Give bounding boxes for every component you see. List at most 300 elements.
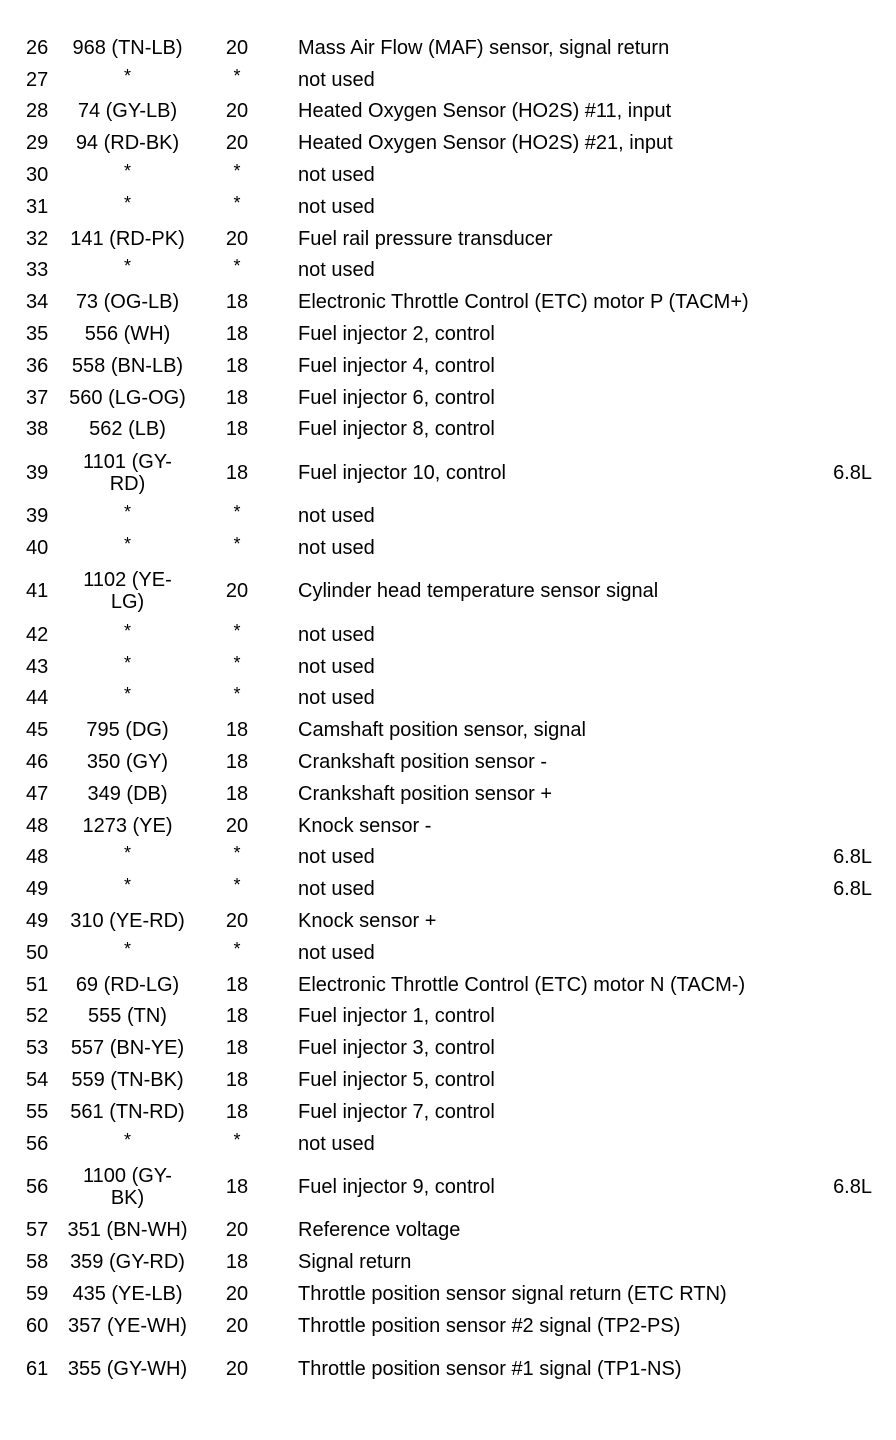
circuit-color-cell <box>76 746 189 778</box>
wire-gauge-cell <box>189 32 295 64</box>
pin-number-cell <box>0 1278 76 1310</box>
wire-gauge-cell <box>189 286 295 318</box>
wire-gauge: 18 <box>225 973 249 996</box>
pin-number: 42 <box>26 623 49 646</box>
engine-note <box>872 656 896 678</box>
engine-note <box>872 624 896 646</box>
pin-number-cell <box>0 1342 76 1397</box>
engine-note <box>872 687 896 709</box>
wire-gauge-cell <box>189 1342 295 1397</box>
pin-number: 56 <box>26 1176 49 1198</box>
circuit-description: not used <box>298 537 375 560</box>
circuit-description-cell <box>295 1001 826 1033</box>
wire-gauge-cell <box>189 64 295 96</box>
circuit-color-cell <box>76 619 189 651</box>
pin-number: 28 <box>26 100 49 123</box>
circuit-color: * <box>123 684 131 705</box>
wire-gauge: 18 <box>225 751 249 774</box>
wire-gauge-cell <box>189 191 295 223</box>
circuit-description-cell <box>295 414 826 446</box>
circuit-description-cell <box>295 683 826 715</box>
table-row <box>0 1096 896 1128</box>
circuit-color-cell <box>70 1032 189 1064</box>
pin-number: 34 <box>26 291 49 314</box>
circuit-description-cell <box>295 937 826 969</box>
circuit-description: Fuel injector 5, control <box>298 1069 495 1091</box>
wire-gauge-cell <box>189 969 295 1001</box>
engine-note-cell <box>826 746 896 778</box>
table-row <box>0 873 896 905</box>
circuit-color: * <box>123 843 131 864</box>
circuit-color: 435 (YE-LB) <box>72 1282 183 1305</box>
engine-note-cell <box>826 159 896 191</box>
circuit-description: not used <box>298 846 375 869</box>
engine-note-cell <box>826 223 896 255</box>
wire-gauge: * <box>233 938 241 959</box>
pin-number-cell <box>0 842 76 874</box>
circuit-description-cell <box>295 873 826 905</box>
circuit-color-cell <box>70 1096 189 1128</box>
pin-number-cell <box>0 873 76 905</box>
engine-note-cell <box>826 1128 896 1160</box>
wire-gauge: 18 <box>225 1069 249 1091</box>
engine-note-cell <box>826 1342 896 1397</box>
circuit-color-cell <box>72 1278 189 1310</box>
circuit-color-cell <box>76 564 189 619</box>
circuit-color: 73 (OG-LB) <box>75 291 180 314</box>
circuit-description: Fuel injector 4, control <box>298 354 495 377</box>
wire-gauge: 18 <box>225 386 249 409</box>
engine-note-cell <box>826 532 896 564</box>
circuit-description-cell <box>295 842 826 874</box>
circuit-color: 557 (BN-YE) <box>70 1037 185 1060</box>
pin-number-cell <box>0 1032 76 1064</box>
circuit-color-cell <box>69 382 189 414</box>
circuit-color: * <box>123 875 131 896</box>
pin-number-cell <box>0 96 76 128</box>
wire-gauge-cell <box>189 873 295 905</box>
circuit-description-cell <box>295 564 826 619</box>
pin-number-cell <box>0 683 76 715</box>
table-row <box>0 842 896 874</box>
wire-gauge: 20 <box>225 814 249 837</box>
pin-number-cell <box>0 350 76 382</box>
pin-number-cell <box>0 318 76 350</box>
engine-note <box>872 69 896 91</box>
circuit-color: 359 (GY-RD) <box>70 1251 185 1274</box>
pin-number: 41 <box>26 580 49 603</box>
wire-gauge-cell <box>189 1001 295 1033</box>
wire-gauge: 18 <box>225 291 249 314</box>
engine-note-cell <box>826 255 896 287</box>
engine-note <box>872 1005 896 1027</box>
table-row <box>0 1032 896 1064</box>
circuit-description-cell <box>295 1278 826 1310</box>
circuit-color-cell <box>76 842 189 874</box>
engine-note-cell <box>826 619 896 651</box>
circuit-color: 795 (DG) <box>86 719 169 742</box>
engine-note-cell <box>826 1001 896 1033</box>
circuit-color-cell <box>76 127 189 159</box>
circuit-color-cell <box>76 318 189 350</box>
circuit-color: 310 (YE-RD) <box>70 910 185 933</box>
wire-gauge: * <box>233 65 241 86</box>
circuit-description-cell <box>295 64 826 96</box>
wire-gauge: * <box>233 620 241 641</box>
circuit-color: 1101 (GY-RD) <box>83 450 172 495</box>
table-row <box>0 564 896 619</box>
circuit-description-cell <box>295 286 826 318</box>
table-row <box>0 1310 896 1342</box>
circuit-color-cell <box>76 414 189 446</box>
pin-number: 38 <box>26 418 49 441</box>
table-row <box>0 64 896 96</box>
engine-note-cell <box>826 842 896 874</box>
engine-note <box>872 387 896 409</box>
wire-gauge-cell <box>189 1310 295 1342</box>
pin-number: 51 <box>26 973 49 996</box>
pin-number: 31 <box>26 195 49 218</box>
engine-note <box>872 910 896 932</box>
wire-gauge: 18 <box>225 323 249 346</box>
circuit-description-cell <box>295 905 826 937</box>
engine-note-cell <box>826 651 896 683</box>
wire-gauge: 18 <box>225 1251 249 1274</box>
circuit-description: Knock sensor + <box>298 910 437 933</box>
pin-number: 43 <box>26 655 49 678</box>
engine-note-cell <box>826 564 896 619</box>
wire-gauge: 20 <box>225 1219 249 1242</box>
wire-gauge: 18 <box>225 1037 249 1060</box>
engine-note <box>872 1315 896 1337</box>
circuit-color: * <box>123 1129 131 1150</box>
circuit-color-cell <box>76 969 189 1001</box>
table-row <box>0 1246 896 1278</box>
engine-note <box>872 974 896 996</box>
circuit-color-cell <box>76 937 189 969</box>
circuit-color: * <box>123 938 131 959</box>
pin-number-cell <box>0 127 76 159</box>
pin-number: 48 <box>26 814 49 837</box>
table-row <box>0 1215 896 1247</box>
wire-gauge-cell <box>189 159 295 191</box>
circuit-color: * <box>123 161 131 182</box>
wire-gauge-cell <box>189 96 295 128</box>
pin-number: 48 <box>26 846 49 869</box>
engine-note-cell <box>826 382 896 414</box>
pin-number-cell <box>0 1128 76 1160</box>
table-row <box>0 746 896 778</box>
wire-gauge: 20 <box>225 910 249 933</box>
circuit-description-cell <box>295 191 826 223</box>
engine-note <box>872 537 896 559</box>
engine-note <box>872 1358 896 1380</box>
engine-note <box>872 719 896 741</box>
wire-gauge-cell <box>189 778 295 810</box>
table-row <box>0 778 896 810</box>
table-row <box>0 286 896 318</box>
wire-gauge-cell <box>189 350 295 382</box>
circuit-description-cell <box>295 810 826 842</box>
engine-note-cell <box>826 414 896 446</box>
circuit-color-cell <box>76 255 189 287</box>
circuit-description: not used <box>298 164 375 187</box>
wire-gauge-cell <box>189 500 295 532</box>
pin-number: 35 <box>26 323 49 346</box>
engine-note: 6.8L <box>833 878 872 901</box>
table-row <box>0 619 896 651</box>
circuit-color: 69 (RD-LG) <box>75 973 180 996</box>
pin-number: 44 <box>26 687 49 710</box>
wire-gauge-cell <box>189 842 295 874</box>
circuit-color: 1102 (YE-LG) <box>83 569 172 614</box>
engine-note <box>872 815 896 837</box>
pin-number-cell <box>0 937 76 969</box>
pin-number: 50 <box>26 941 49 964</box>
engine-note <box>872 1251 896 1273</box>
circuit-color: 141 (RD-PK) <box>70 227 185 250</box>
wire-gauge: 18 <box>225 719 249 742</box>
circuit-color-cell <box>76 191 189 223</box>
engine-note <box>872 580 896 602</box>
table-row <box>0 159 896 191</box>
engine-note-cell <box>826 1160 896 1215</box>
pin-number-cell <box>0 382 76 414</box>
circuit-description-cell <box>295 778 826 810</box>
pin-number-cell <box>0 1246 76 1278</box>
engine-note <box>872 1101 896 1123</box>
engine-note-cell <box>826 810 896 842</box>
wire-gauge: 20 <box>225 227 249 250</box>
circuit-color-cell <box>76 445 189 500</box>
pin-number: 39 <box>26 505 49 528</box>
circuit-description: not used <box>298 259 375 282</box>
engine-note <box>872 355 896 377</box>
circuit-description-cell <box>295 746 826 778</box>
pin-number-cell <box>0 1310 76 1342</box>
circuit-description: Throttle position sensor #2 signal (TP2-PS) <box>298 1314 681 1337</box>
wire-gauge: 18 <box>225 1176 249 1198</box>
circuit-description: Fuel injector 1, control <box>298 1005 495 1028</box>
wire-gauge-cell <box>189 1215 295 1247</box>
wire-gauge-cell <box>189 318 295 350</box>
engine-note <box>872 942 896 964</box>
circuit-description: not used <box>298 505 375 528</box>
wire-gauge-cell <box>189 1128 295 1160</box>
wire-gauge-cell <box>189 445 295 500</box>
wire-gauge: 20 <box>225 580 249 603</box>
engine-note: 6.8L <box>833 846 872 869</box>
circuit-color-cell <box>70 905 189 937</box>
pin-number-cell <box>0 255 76 287</box>
connector-pinout-table <box>0 32 896 1397</box>
circuit-description-cell <box>295 1342 826 1397</box>
engine-note-cell <box>826 445 896 500</box>
engine-note <box>872 1283 896 1305</box>
circuit-color: 350 (GY) <box>86 751 169 774</box>
circuit-description-cell <box>295 532 826 564</box>
circuit-description-cell <box>295 1096 826 1128</box>
engine-note <box>872 505 896 527</box>
pin-number: 36 <box>26 354 49 377</box>
circuit-color: * <box>123 65 131 86</box>
table-row <box>0 445 896 500</box>
pin-number-cell <box>0 714 76 746</box>
pin-number: 46 <box>26 751 49 774</box>
pin-number-cell <box>0 500 76 532</box>
wire-gauge: 18 <box>225 782 249 805</box>
wire-gauge: 20 <box>225 1358 249 1381</box>
circuit-color-cell <box>68 1310 189 1342</box>
circuit-description: not used <box>298 687 375 710</box>
engine-note-cell <box>826 318 896 350</box>
wire-gauge-cell <box>189 1278 295 1310</box>
pin-number-cell <box>0 414 76 446</box>
circuit-description: not used <box>298 1132 375 1155</box>
wire-gauge-cell <box>189 1064 295 1096</box>
circuit-description: Fuel injector 10, control <box>298 461 506 484</box>
engine-note-cell <box>826 96 896 128</box>
circuit-color-cell <box>67 1342 189 1397</box>
wire-gauge: 20 <box>225 36 249 59</box>
engine-note-cell <box>826 1215 896 1247</box>
pin-number: 26 <box>26 36 49 59</box>
table-row <box>0 127 896 159</box>
pin-number: 56 <box>26 1132 49 1155</box>
circuit-description: Fuel rail pressure transducer <box>298 227 553 250</box>
engine-note <box>872 132 896 154</box>
pin-number-cell <box>0 1096 76 1128</box>
circuit-description: Electronic Throttle Control (ETC) motor N (TACM-) <box>298 973 746 996</box>
wire-gauge-cell <box>189 1096 295 1128</box>
wire-gauge: 20 <box>225 132 249 155</box>
circuit-color: 559 (TN-BK) <box>71 1069 184 1091</box>
engine-note <box>872 37 896 59</box>
circuit-description: Heated Oxygen Sensor (HO2S) #11, input <box>298 100 672 123</box>
circuit-description-cell <box>295 1128 826 1160</box>
wire-gauge: * <box>233 192 241 213</box>
pin-number: 29 <box>26 132 49 155</box>
wire-gauge: * <box>233 161 241 182</box>
table-row <box>0 810 896 842</box>
pin-number-cell <box>0 445 76 500</box>
wire-gauge-cell <box>189 714 295 746</box>
circuit-color-cell <box>76 778 189 810</box>
circuit-description: Fuel injector 6, control <box>298 386 495 409</box>
wire-gauge-cell <box>189 683 295 715</box>
engine-note <box>872 259 896 281</box>
pin-number-cell <box>0 1001 76 1033</box>
pin-number: 32 <box>26 227 49 250</box>
circuit-color: 74 (GY-LB) <box>77 100 178 123</box>
circuit-description: not used <box>298 68 375 91</box>
circuit-color-cell <box>76 96 189 128</box>
wire-gauge: * <box>233 652 241 673</box>
circuit-color: 561 (TN-RD) <box>70 1100 185 1123</box>
circuit-description: Fuel injector 2, control <box>298 323 495 346</box>
circuit-color: 555 (TN) <box>88 1005 167 1028</box>
circuit-description: Fuel injector 7, control <box>298 1100 495 1123</box>
engine-note-cell <box>826 286 896 318</box>
pin-number-cell <box>0 651 76 683</box>
wire-gauge: 18 <box>225 1005 249 1028</box>
wire-gauge-cell <box>189 619 295 651</box>
pin-number: 45 <box>26 719 49 742</box>
pin-number: 52 <box>26 1005 49 1028</box>
circuit-color: 357 (YE-WH) <box>68 1314 187 1337</box>
wire-gauge-cell <box>189 382 295 414</box>
circuit-color: * <box>123 256 131 277</box>
table-row <box>0 32 896 64</box>
wire-gauge-cell <box>189 532 295 564</box>
circuit-color-cell <box>76 873 189 905</box>
circuit-color-cell <box>76 1128 189 1160</box>
circuit-color-cell <box>70 1246 189 1278</box>
wire-gauge: * <box>233 843 241 864</box>
wire-gauge: 18 <box>225 461 249 484</box>
table-row <box>0 1128 896 1160</box>
engine-note-cell <box>826 191 896 223</box>
circuit-color-cell <box>76 286 189 318</box>
table-row <box>0 1342 896 1397</box>
circuit-color: 1273 (YE) <box>82 814 173 837</box>
pin-number: 58 <box>26 1251 49 1274</box>
wire-gauge-cell <box>189 255 295 287</box>
pin-number: 60 <box>26 1314 49 1337</box>
circuit-description-cell <box>295 350 826 382</box>
pin-number-cell <box>0 905 76 937</box>
engine-note <box>872 100 896 122</box>
circuit-description: Fuel injector 9, control <box>298 1176 495 1198</box>
pin-number: 53 <box>26 1037 49 1060</box>
pin-number-cell <box>0 223 76 255</box>
table-row <box>0 500 896 532</box>
circuit-color-cell <box>76 500 189 532</box>
engine-note-cell <box>826 1032 896 1064</box>
table-row <box>0 969 896 1001</box>
pin-number-cell <box>0 746 76 778</box>
table-row <box>0 683 896 715</box>
pin-number: 59 <box>26 1282 49 1305</box>
wire-gauge-cell <box>189 1032 295 1064</box>
circuit-description-cell <box>295 1160 826 1215</box>
circuit-description-cell <box>295 96 826 128</box>
wire-gauge: * <box>233 256 241 277</box>
pin-number: 61 <box>26 1358 49 1381</box>
circuit-color: 968 (TN-LB) <box>72 36 183 59</box>
pin-number: 37 <box>26 386 49 409</box>
circuit-description: Crankshaft position sensor + <box>298 782 553 805</box>
pin-number: 47 <box>26 782 49 805</box>
circuit-description-cell <box>295 382 826 414</box>
circuit-color-cell <box>71 350 189 382</box>
circuit-description-cell <box>295 32 826 64</box>
circuit-color: 349 (DB) <box>87 782 168 805</box>
table-row <box>0 1001 896 1033</box>
table-row <box>0 1278 896 1310</box>
wire-gauge-cell <box>189 810 295 842</box>
circuit-color-cell <box>76 159 189 191</box>
wire-gauge: 20 <box>225 1314 249 1337</box>
circuit-description-cell <box>295 255 826 287</box>
circuit-color: * <box>123 192 131 213</box>
engine-note-cell <box>826 127 896 159</box>
circuit-description-cell <box>295 159 826 191</box>
engine-note-cell <box>826 1246 896 1278</box>
circuit-description-cell <box>295 1064 826 1096</box>
pin-number-cell <box>0 1064 76 1096</box>
circuit-description: Fuel injector 3, control <box>298 1037 495 1060</box>
